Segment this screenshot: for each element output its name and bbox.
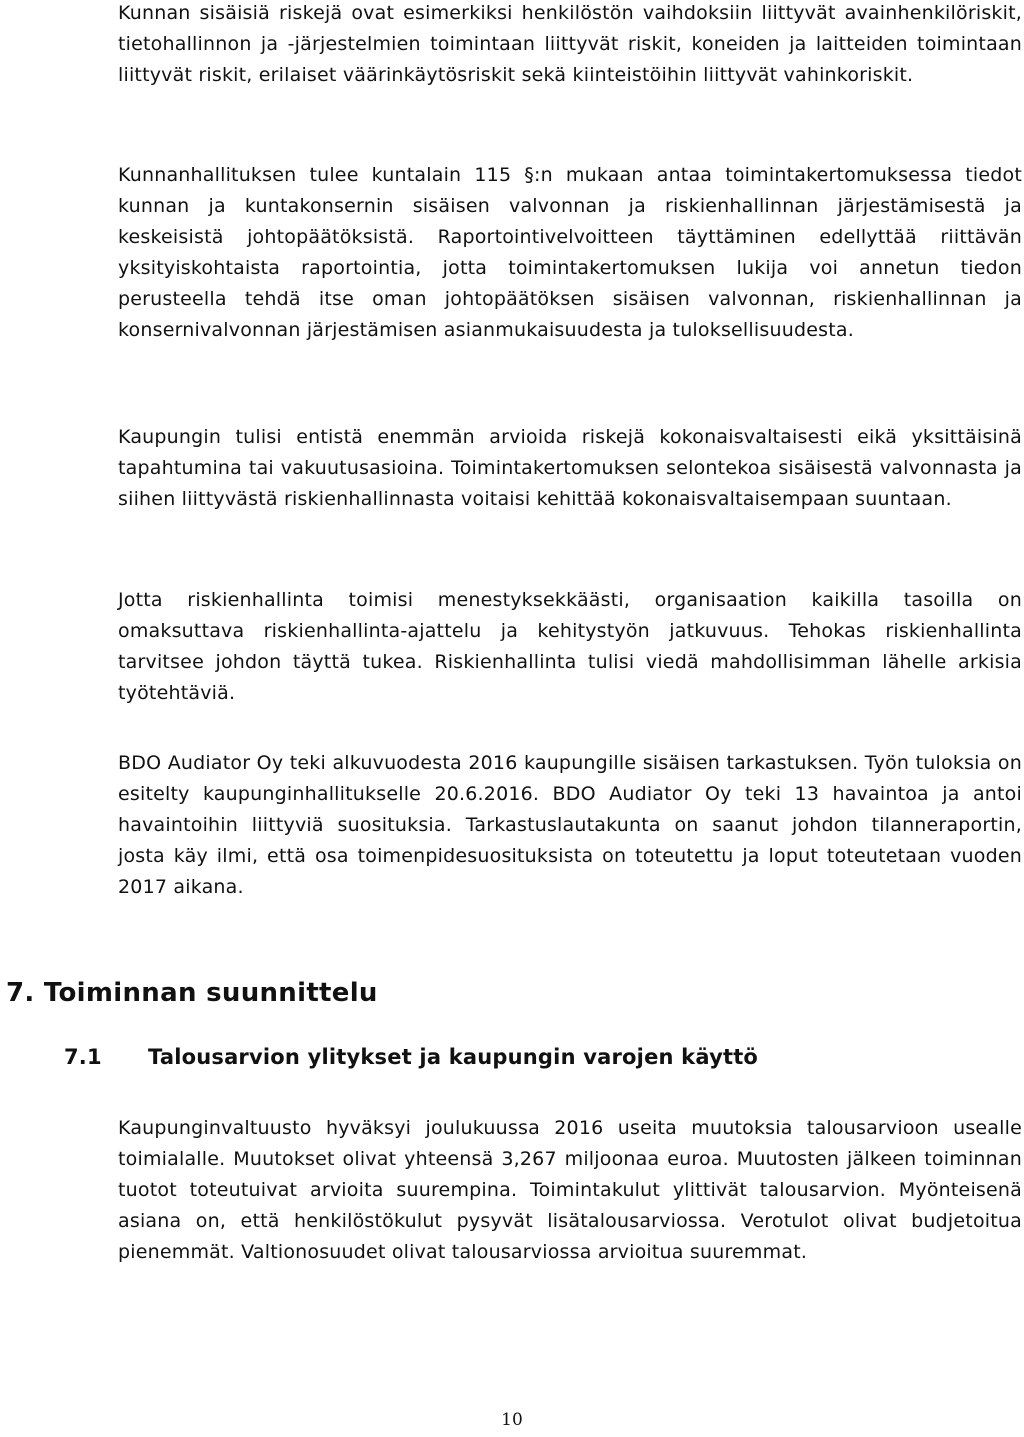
section-heading: 7. Toiminnan suunnittelu xyxy=(6,978,378,1008)
subsection-title: Talousarvion ylitykset ja kaupungin varojen käyttö xyxy=(148,1045,759,1069)
page-number: 10 xyxy=(501,1410,523,1430)
paragraph-bdo-audit: BDO Audiator Oy teki alkuvuodesta 2016 kaupungille sisäisen tarkastuksen. Työn tuloksia on esitelty kaupunginhallitukselle 20.6.2016. BDO Audiator Oy teki 13 havaintoa ja antoi havaintoihin liittyviä suosituksia. Tarkastuslautakunta on saanut johdon tilanneraportin, josta käy ilmi, että osa toimenpidesuosituksista on toteutettu ja loput toteutetaan vuoden 2017 aikana. xyxy=(118,752,1022,898)
paragraph-internal-risks: Kunnan sisäisiä riskejä ovat esimerkiksi henkilöstön vaihdoksiin liittyvät avainhenkilöriskit, tietohallinnon ja -järjestelmien toimintaan liittyvät riskit, koneiden ja laitteiden toimintaan liittyvät riskit, erilaiset väärinkäytösriskit sekä kiinteistöihin liittyvät vahinkoriskit. xyxy=(118,2,1022,86)
subsection-heading xyxy=(64,1045,758,1069)
paragraph-risk-culture: Jotta riskienhallinta toimisi menestyksekkäästi, organisaation kaikilla tasoilla on omaksuttava riskienhallinta-ajattelu ja kehitystyön jatkuvuus. Tehokas riskienhallinta tarvitsee johdon täyttä tukea. Riskienhallinta tulisi viedä mahdollisimman lähelle arkisia työtehtäviä. xyxy=(118,589,1022,704)
subsection-number: 7.1 xyxy=(64,1045,102,1069)
paragraph-holistic-risk: Kaupungin tulisi entistä enemmän arvioida riskejä kokonaisvaltaisesti eikä yksittäisinä tapahtumina tai vakuutusasioina. Toimintakertomuksen selontekoa sisäisestä valvonnasta ja siihen liittyvästä riskienhallinnasta voitaisi kehittää kokonaisvaltaisempaan suuntaan. xyxy=(118,426,1022,510)
paragraph-budget-overruns: Kaupunginvaltuusto hyväksyi joulukuussa 2016 useita muutoksia talousarvioon usealle toimialalle. Muutokset olivat yhteensä 3,267 miljoonaa euroa. Muutosten jälkeen toiminnan tuotot toteutuivat arvioita suurempina. Toimintakulut ylittivät talousarvion. Myönteisenä asiana on, että henkilöstökulut pysyvät lisätalousarviossa. Verotulot olivat budjetoitua pienemmät. Valtionosuudet olivat talousarviossa arvioitua suuremmat. xyxy=(118,1117,1022,1263)
paragraph-board-reporting: Kunnanhallituksen tulee kuntalain 115 §:n mukaan antaa toimintakertomuksessa tiedot kunnan ja kuntakonsernin sisäisen valvonnan ja riskienhallinnan järjestämisestä ja keskeisistä johtopäätöksistä. Raportointivelvoitteen täyttäminen edellyttää riittävän yksityiskohtaista raportointia, jotta toimintakertomuksen lukija voi annetun tiedon perusteella tehdä itse oman johtopäätöksen sisäisen valvonnan, riskienhallinnan ja konsernivalvonnan järjestämisen asianmukaisuudesta ja tuloksellisuudesta. xyxy=(118,164,1022,341)
